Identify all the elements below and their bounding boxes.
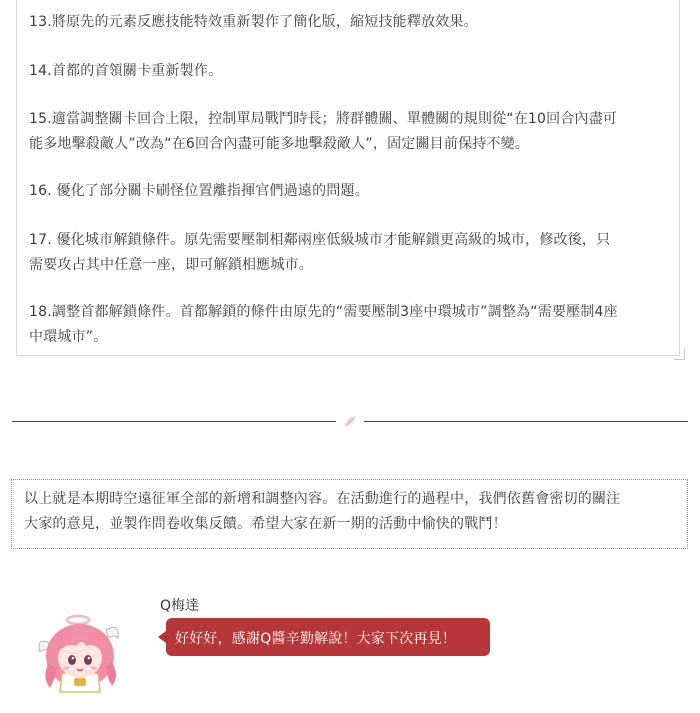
pink-ribbon-ornament-icon	[341, 414, 359, 428]
note-18	[29, 300, 675, 350]
note-line: 13.將原先的元素反應技能特效重新製作了簡化版，縮短技能釋放效果。	[29, 14, 478, 30]
note-17	[29, 228, 675, 278]
summary-box	[11, 479, 688, 549]
patch-notes-box	[16, 0, 680, 356]
note-15	[29, 107, 675, 157]
section-divider-left	[12, 421, 336, 422]
note-16	[29, 179, 675, 204]
note-line: 中環城市”。	[29, 329, 108, 345]
note-line: 14.首都的首領關卡重新製作。	[29, 63, 223, 79]
note-line: 18.調整首都解鎖條件。首都解鎖的條件由原先的“需要壓制3座中環城市”調整為“需要壓制4座	[29, 304, 618, 320]
note-line: 需要攻占其中任意一座，即可解鎖相應城市。	[29, 257, 313, 273]
note-14	[29, 59, 675, 84]
section-divider-right	[364, 421, 688, 422]
summary-text	[24, 487, 620, 537]
summary-line: 大家的意見，並製作問卷收集反饋。希望大家在新一期的活動中愉快的戰鬥！	[24, 516, 507, 532]
chat-message: 好好好，感謝Q醬辛勤解說！大家下次再見！	[175, 631, 457, 647]
summary-line: 以上就是本期時空遠征軍全部的新增和調整內容。在活動進行的過程中，我們依舊會密切的關注	[24, 491, 621, 507]
chat-bubble	[166, 618, 490, 656]
note-line: 16. 優化了部分關卡刷怪位置離指揮官們過遠的問題。	[29, 183, 369, 199]
note-line: 能多地擊殺敵人”改為“在6回合內盡可能多地擊殺敵人”，固定關目前保持不變。	[29, 136, 530, 152]
chibi-angel-girl-avatar	[36, 612, 126, 694]
note-13	[29, 10, 675, 35]
speaker-name: Q梅達	[160, 598, 200, 614]
note-line: 15.適當調整關卡回合上限，控制單局戰鬥時長；將群體關、單體關的規則從“在10回合內盡可	[29, 111, 618, 127]
note-line: 17. 優化城市解鎖條件。原先需要壓制相鄰兩座低級城市才能解鎖更高級的城市，修改後，只	[29, 232, 611, 248]
box-corner-mark	[674, 349, 685, 360]
